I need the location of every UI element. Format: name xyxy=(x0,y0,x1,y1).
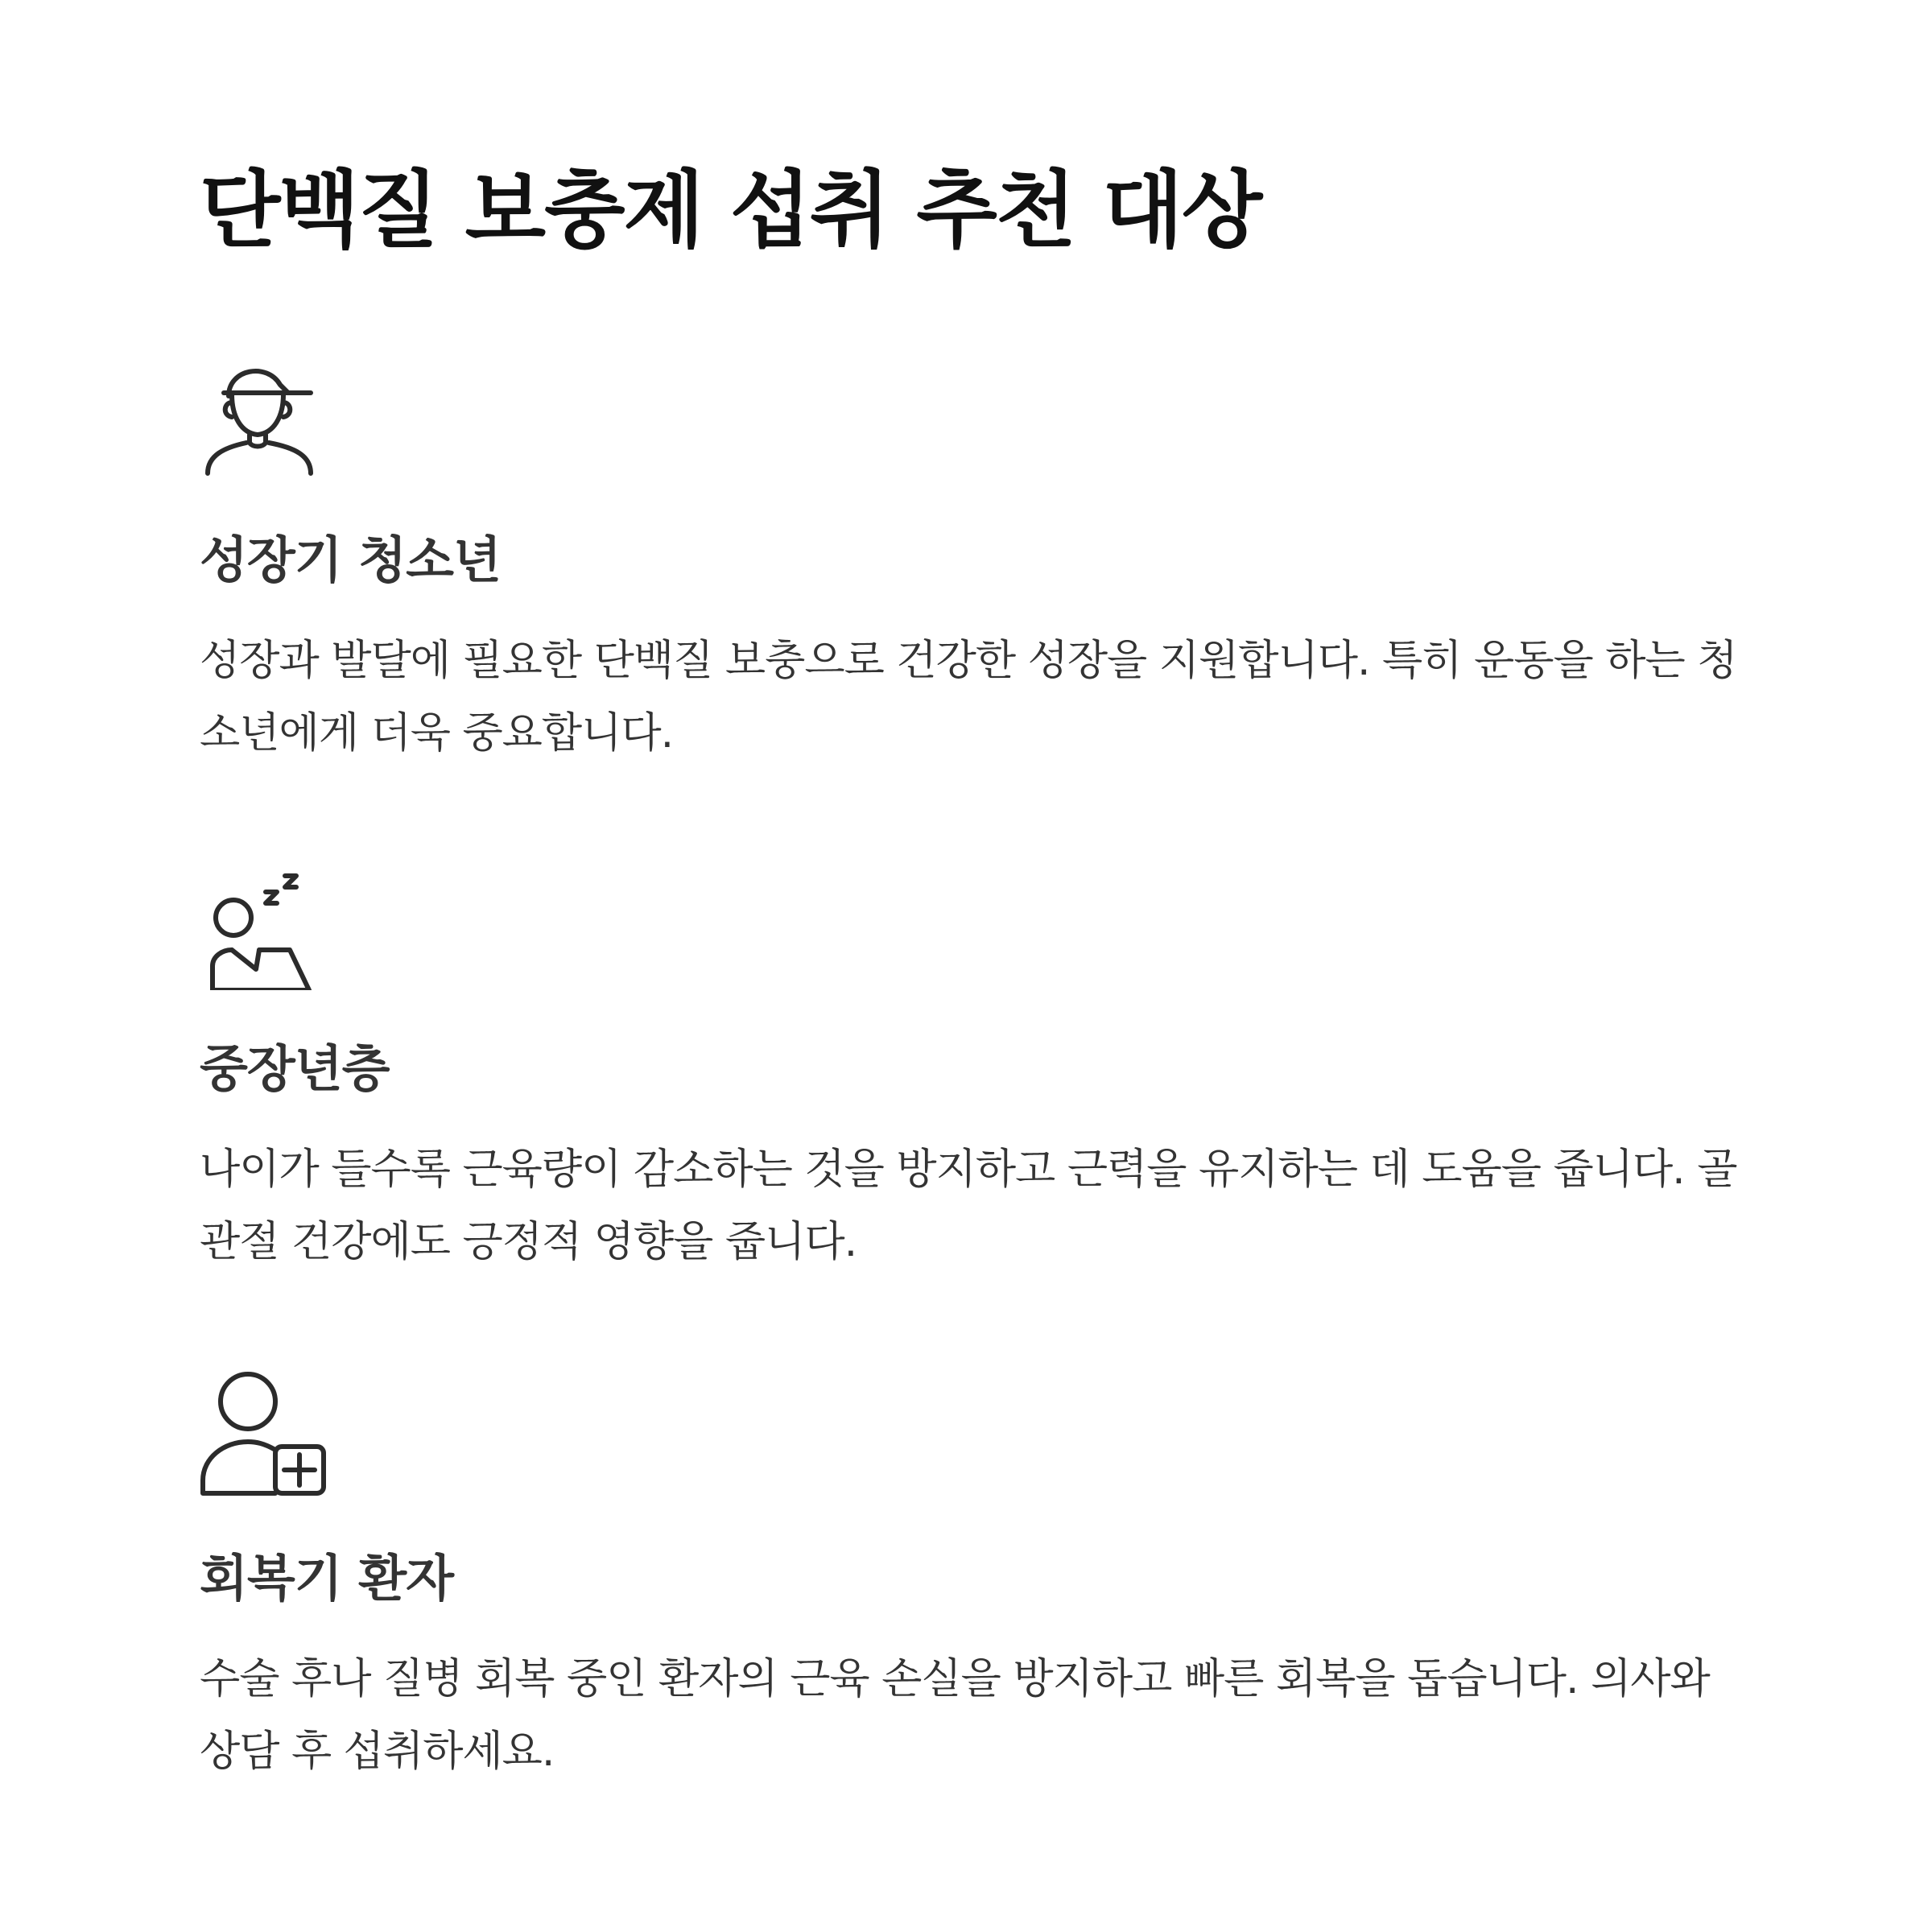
item-heading: 성장기 청소년 xyxy=(200,530,501,589)
item-description: 성장과 발달에 필요한 단백질 보충으로 건강한 성장을 지원합니다. 특히 운동을 하는 청소년에게 더욱 중요합니다. xyxy=(200,637,1737,758)
recommendation-item-middle-aged xyxy=(200,861,1761,1266)
teen-with-cap-icon xyxy=(200,353,328,481)
item-heading: 회복기 환자 xyxy=(200,1549,454,1608)
patient-medical-cross-icon xyxy=(200,1371,328,1500)
item-description: 나이가 들수록 근육량이 감소하는 것을 방지하고 근력을 유지하는 데 도움을 줍니다. 골관절 건강에도 긍정적 영향을 줍니다. xyxy=(200,1146,1737,1266)
recommendation-item-teen xyxy=(200,353,1761,758)
item-heading: 중장년층 xyxy=(200,1039,390,1098)
recommendation-item-recovering-patient xyxy=(200,1371,1761,1776)
sleeping-person-icon xyxy=(200,861,328,990)
page-title: 단백질 보충제 섭취 추천 대상 xyxy=(200,161,1261,259)
item-description: 수술 후나 질병 회복 중인 환자의 근육 손실을 방지하고 빠른 회복을 돕습니다. 의사와 상담 후 섭취하세요. xyxy=(200,1655,1710,1776)
